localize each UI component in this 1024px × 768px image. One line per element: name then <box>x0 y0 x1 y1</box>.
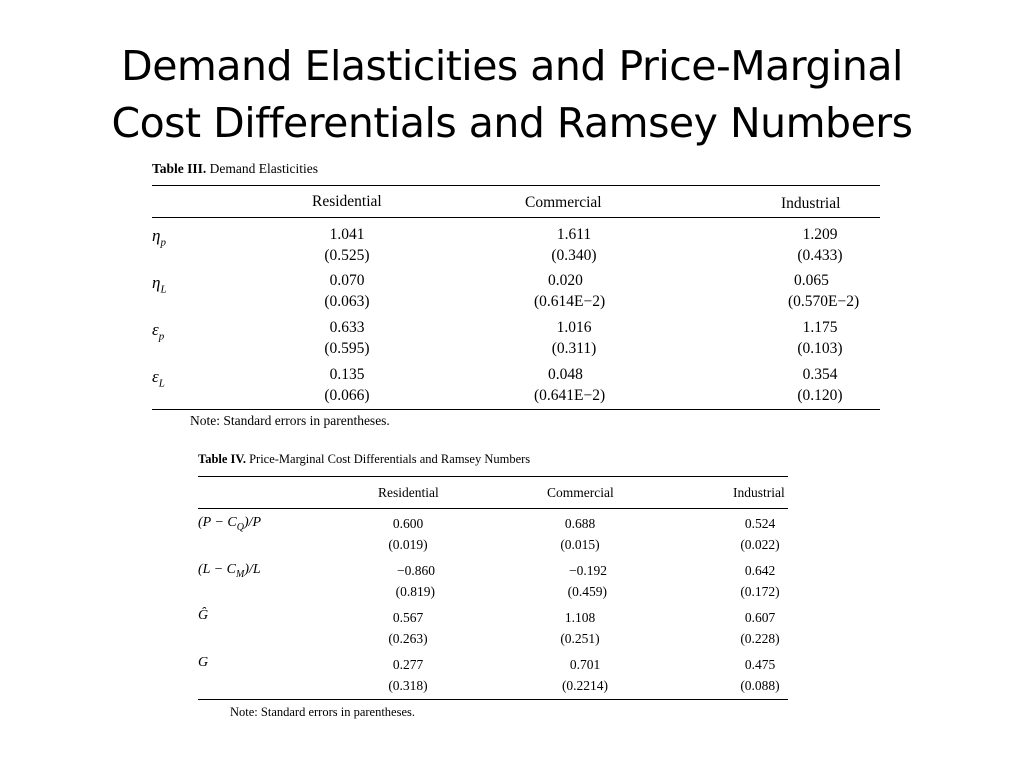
table-iii-row-label: $\varepsilon_p$ <box>152 320 165 343</box>
table-iv-note: Note: Standard errors in parentheses. <box>230 705 416 719</box>
table-iii-note: Note: Standard errors in parentheses. <box>190 413 390 428</box>
slide-title-line-2: Cost Differentials and Ramsey Numbers <box>111 99 913 147</box>
table-iv-cell: 0.688 (0.015) <box>560 516 600 552</box>
table-iii-cell: 1.175 (0.103) <box>797 319 843 357</box>
table-iv-cell: 1.108 (0.251) <box>560 610 600 646</box>
table-iii-col-header-commercial: Commercial <box>525 194 602 211</box>
table-iv-header-rule <box>198 508 788 509</box>
table-iv-col-header-residential: Residential <box>378 485 439 500</box>
table-iii-cell: 0.633 (0.595) <box>324 319 370 357</box>
table-iii-row-label: $\varepsilon_L$ <box>152 367 165 390</box>
table-iv-bottom-rule <box>198 699 788 700</box>
table-iv-cell: −0.192 (0.459) <box>567 563 607 599</box>
table-iii <box>152 160 880 428</box>
table-iii-label: Table III. <box>152 161 207 176</box>
table-iv-row-label: G <box>198 655 209 670</box>
table-iii-cell: 0.020 (0.614E−2) <box>534 272 606 310</box>
table-iv-row-label: Ĝ <box>198 608 209 623</box>
table-iii-cell: 0.065 (0.570E−2) <box>788 272 860 310</box>
table-iii-cell: 1.016 (0.311) <box>551 319 597 357</box>
table-iv-cell: 0.607 (0.228) <box>740 610 780 646</box>
table-iv-caption <box>198 452 530 467</box>
table-iii-cell: 1.611 (0.340) <box>551 226 597 264</box>
table-iv-cell: −0.860 (0.819) <box>395 563 435 599</box>
table-iii-caption <box>152 160 880 182</box>
table-iv-cell: 0.600 (0.019) <box>388 516 428 552</box>
table-iv-cell: 0.642 (0.172) <box>740 563 780 599</box>
table-iii-cell: 0.048 (0.641E−2) <box>534 366 606 404</box>
table-iii-col-header-residential: Residential <box>312 193 382 210</box>
table-iv-row-label: $(L - C_M)/L$ <box>198 562 261 580</box>
table-iii-top-rule <box>152 185 880 186</box>
table-iv-caption-text: Price-Marginal Cost Differentials and Ramsey Numbers <box>249 452 531 466</box>
table-iv-cell: 0.475 (0.088) <box>740 657 780 693</box>
table-iii-cell: 0.354 (0.120) <box>797 366 843 404</box>
slide-title <box>0 38 1024 152</box>
table-iii-row-label: $\eta_p$ <box>152 226 166 249</box>
table-iv-cell: 0.524 (0.022) <box>740 516 780 552</box>
table-iv-cell: 0.701 (0.2214) <box>561 657 609 693</box>
table-iii-col-header-industrial: Industrial <box>781 195 841 212</box>
table-iii-cell: 1.209 (0.433) <box>797 226 843 264</box>
table-iii-cell: 0.135 (0.066) <box>324 366 370 404</box>
table-iii-cell: 0.070 (0.063) <box>324 272 370 310</box>
table-iv-col-header-industrial: Industrial <box>733 485 785 500</box>
table-iv-col-header-commercial: Commercial <box>547 485 614 500</box>
table-iv-cell: 0.567 (0.263) <box>388 610 428 646</box>
table-iii-bottom-rule <box>152 409 880 410</box>
table-iv-label: Table IV. <box>198 452 246 466</box>
table-iv-top-rule <box>198 476 788 477</box>
table-iv-cell: 0.277 (0.318) <box>388 657 428 693</box>
table-iii-header-rule <box>152 217 880 218</box>
table-iv-row-label: $(P - C_Q)/P$ <box>198 515 262 533</box>
table-iii-cell: 1.041 (0.525) <box>324 226 370 264</box>
table-iii-caption-text: Demand Elasticities <box>209 161 318 176</box>
slide-title-line-1: Demand Elasticities and Price-Marginal <box>121 42 903 90</box>
table-iii-row-label: $\eta_L$ <box>152 273 167 296</box>
